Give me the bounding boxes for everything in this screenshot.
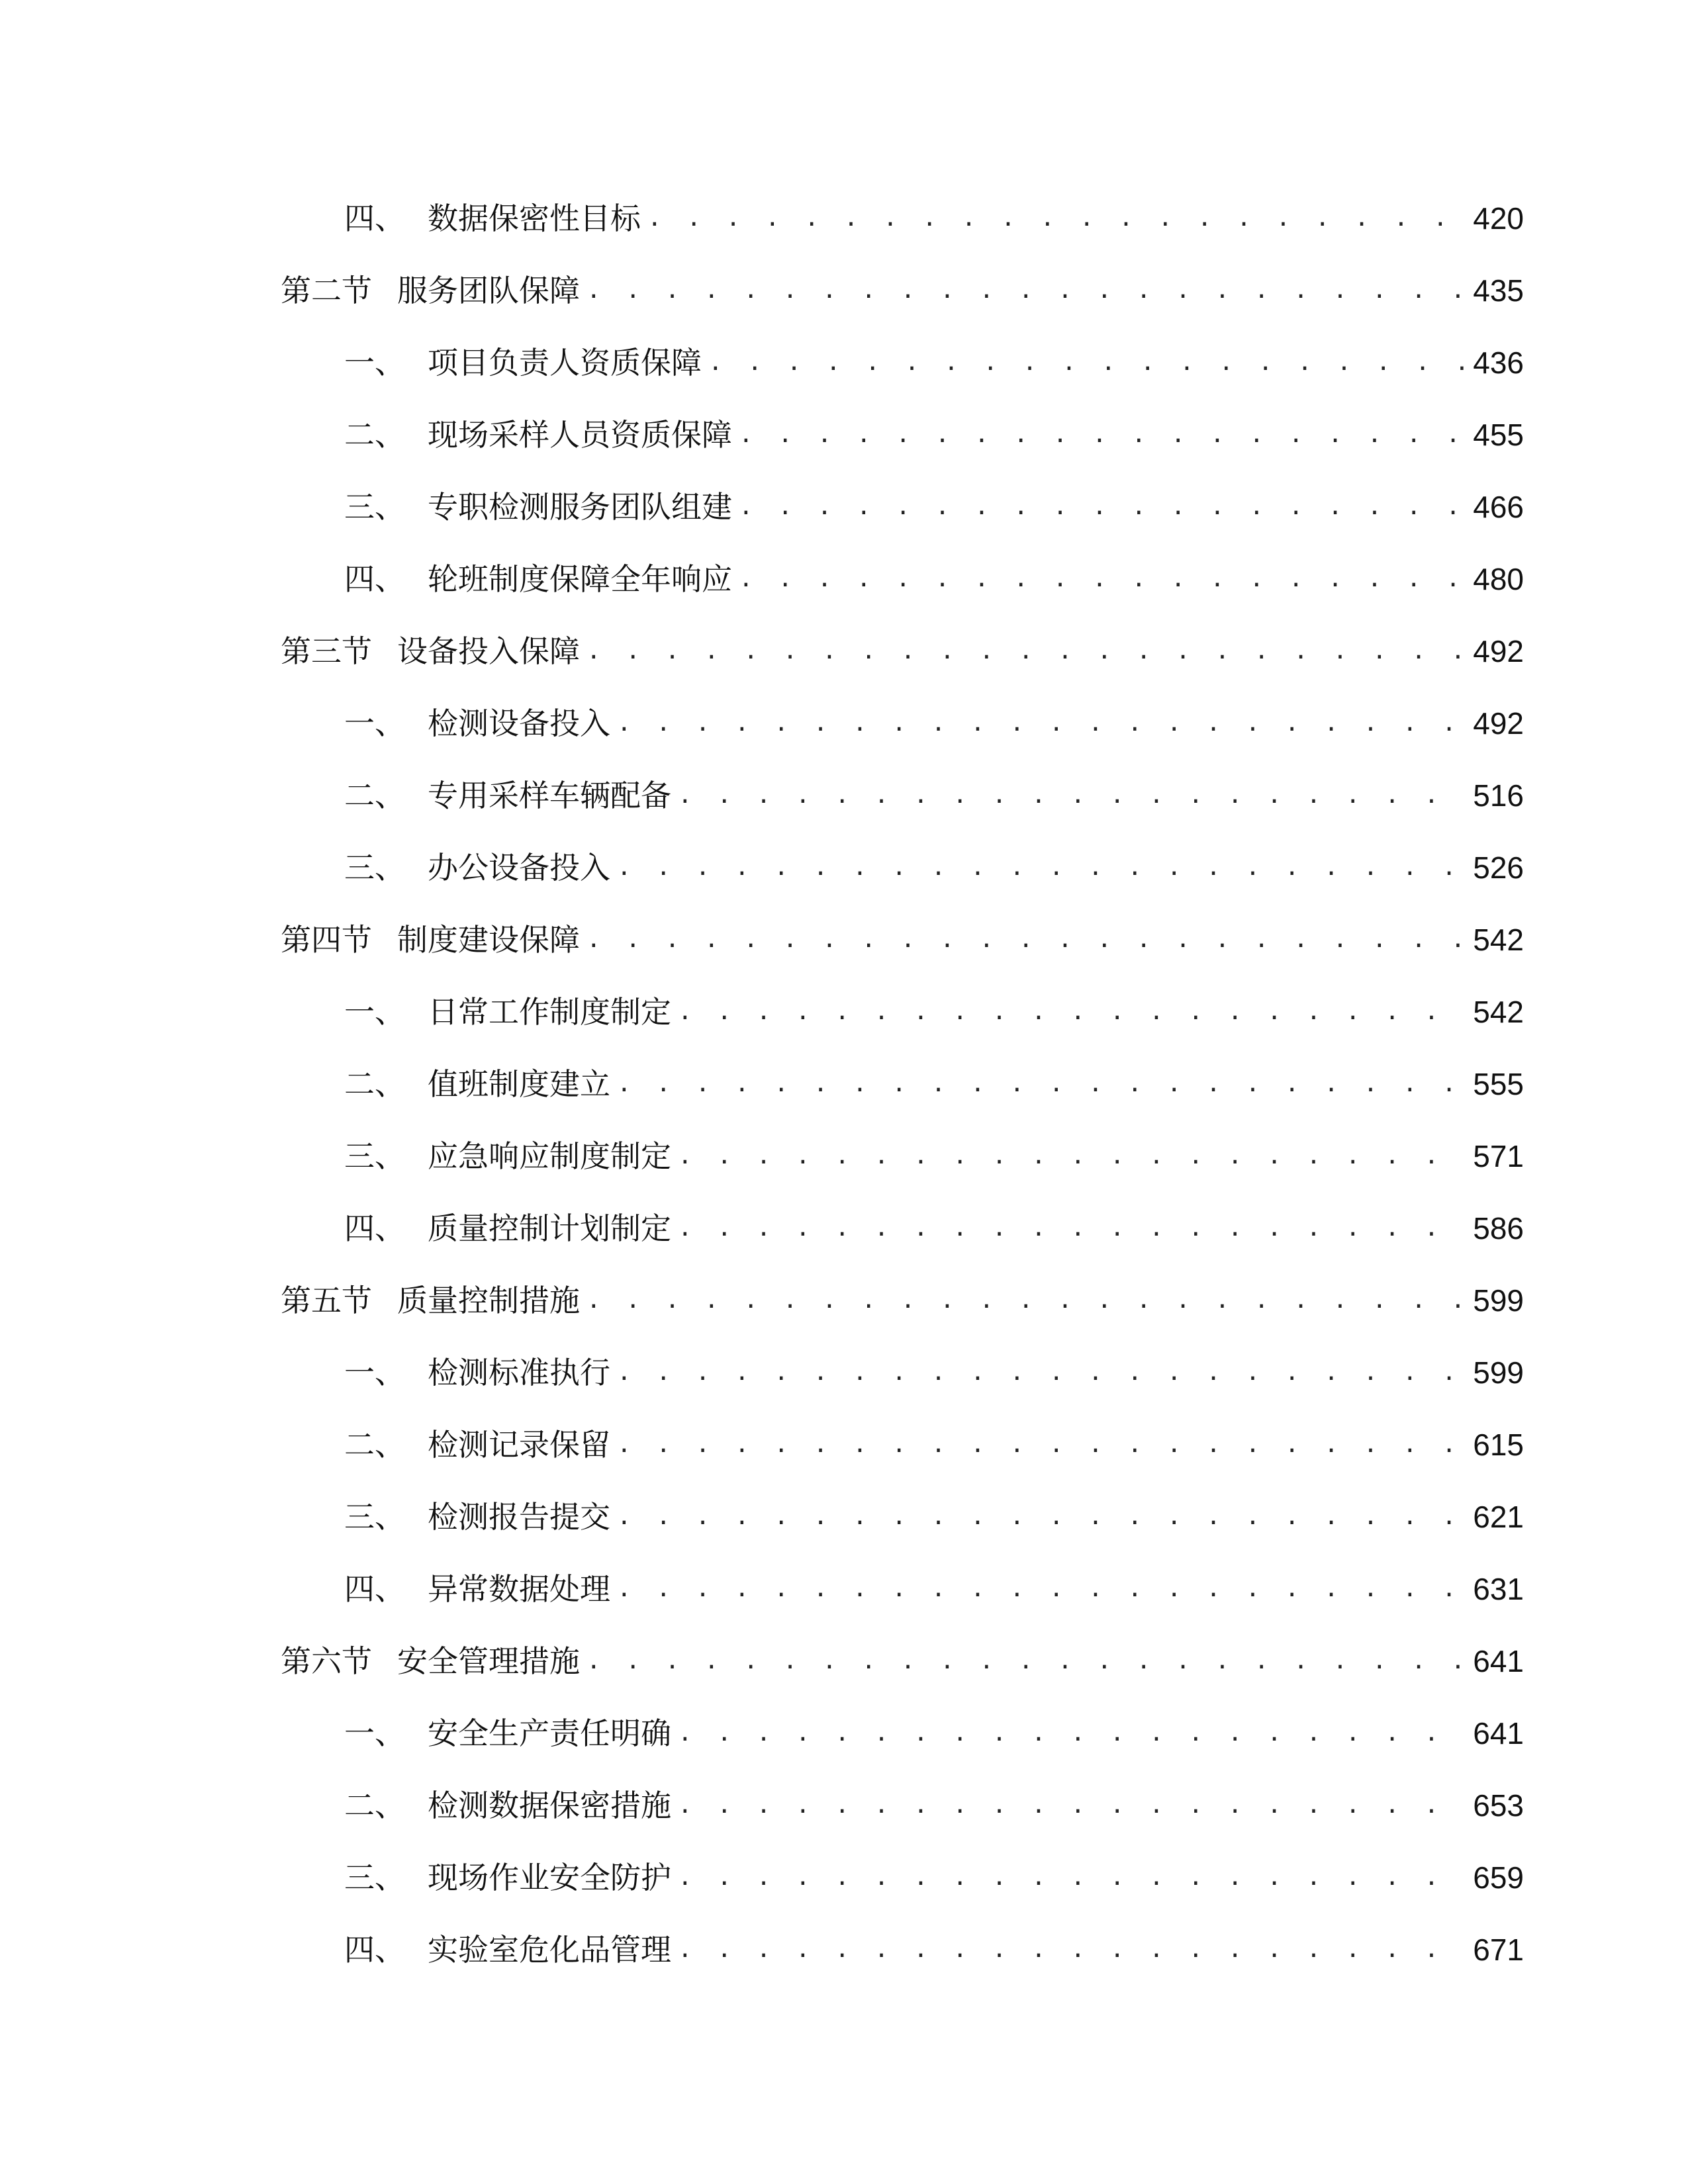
- toc-entry-title: 数据保密性目标: [428, 201, 641, 236]
- toc-dot-leader: [617, 1072, 1465, 1096]
- toc-entry-13: [344, 1054, 1524, 1114]
- toc-entry-title: 服务团队保障: [397, 273, 580, 308]
- toc-entry-5: [344, 477, 1524, 537]
- toc-entry-page-number: 420: [1473, 201, 1524, 236]
- toc-entry-number: 第三节: [281, 633, 372, 669]
- toc-entry-10: [344, 838, 1524, 897]
- toc-dot-leader: [617, 1361, 1465, 1385]
- toc-entry-2: [281, 261, 1524, 320]
- toc-dot-leader: [739, 423, 1465, 447]
- toc-dot-leader: [586, 279, 1465, 302]
- toc-entry-page-number: 671: [1473, 1933, 1524, 1967]
- toc-dot-leader: [617, 1433, 1465, 1457]
- toc-entry-number: 四、: [344, 1210, 405, 1246]
- toc-entry-page-number: 516: [1473, 778, 1524, 813]
- toc-entry-number: 三、: [344, 489, 405, 525]
- toc-entry-4: [344, 405, 1524, 465]
- toc-entry-title: 制度建设保障: [397, 922, 580, 958]
- toc-entry-12: [344, 982, 1524, 1042]
- toc-entry-title: 检测数据保密措施: [428, 1788, 671, 1823]
- toc-dot-leader: [678, 1721, 1465, 1745]
- toc-dot-leader: [617, 1577, 1465, 1601]
- toc-entry-number: 第四节: [281, 922, 372, 958]
- toc-entry-24: [344, 1848, 1524, 1907]
- toc-entry-page-number: 542: [1473, 995, 1524, 1029]
- toc-entry-number: 三、: [344, 1499, 405, 1535]
- toc-entry-page-number: 653: [1473, 1788, 1524, 1823]
- toc-entry-title: 专职检测服务团队组建: [428, 489, 732, 525]
- toc-dot-leader: [678, 1216, 1465, 1240]
- toc-entry-title: 检测标准执行: [428, 1355, 610, 1390]
- toc-entry-page-number: 586: [1473, 1211, 1524, 1246]
- toc-entry-7: [281, 621, 1524, 681]
- toc-entry-8: [344, 694, 1524, 753]
- toc-entry-number: 四、: [344, 561, 405, 597]
- toc-entry-page-number: 631: [1473, 1572, 1524, 1606]
- toc-dot-leader: [678, 1000, 1465, 1024]
- toc-entry-title: 安全生产责任明确: [428, 1715, 671, 1751]
- toc-entry-11: [281, 910, 1524, 970]
- toc-entry-title: 值班制度建立: [428, 1066, 610, 1102]
- toc-dot-leader: [617, 711, 1465, 735]
- toc-entry-number: 三、: [344, 850, 405, 886]
- toc-entry-page-number: 555: [1473, 1067, 1524, 1101]
- toc-entry-page-number: 455: [1473, 418, 1524, 452]
- toc-dot-leader: [739, 495, 1465, 519]
- toc-entry-title: 现场作业安全防护: [428, 1860, 671, 1895]
- toc-dot-leader: [586, 928, 1465, 952]
- toc-entry-number: 二、: [344, 417, 405, 453]
- toc-dot-leader: [708, 351, 1465, 375]
- toc-entry-page-number: 526: [1473, 850, 1524, 885]
- toc-entry-number: 四、: [344, 1932, 405, 1968]
- toc-entry-number: 二、: [344, 1066, 405, 1102]
- toc-entry-number: 一、: [344, 1355, 405, 1390]
- toc-entry-6: [344, 549, 1524, 609]
- toc-entry-number: 三、: [344, 1138, 405, 1174]
- toc-entry-title: 检测设备投入: [428, 705, 610, 741]
- toc-entry-1: [344, 189, 1524, 248]
- toc-dot-leader: [678, 1938, 1465, 1962]
- toc-entry-page-number: 492: [1473, 706, 1524, 741]
- toc-entry-number: 第五节: [281, 1283, 372, 1318]
- toc-dot-leader: [678, 1144, 1465, 1168]
- toc-entry-20: [344, 1559, 1524, 1619]
- toc-entry-14: [344, 1126, 1524, 1186]
- toc-entry-title: 设备投入保障: [397, 633, 580, 669]
- toc-entry-page-number: 492: [1473, 634, 1524, 668]
- toc-entry-19: [344, 1487, 1524, 1547]
- toc-entry-page-number: 435: [1473, 273, 1524, 308]
- toc-entry-title: 应急响应制度制定: [428, 1138, 671, 1174]
- toc-entry-17: [344, 1343, 1524, 1402]
- toc-entry-page-number: 436: [1473, 345, 1524, 380]
- toc-entry-number: 四、: [344, 201, 405, 236]
- toc-entry-page-number: 641: [1473, 1644, 1524, 1678]
- toc-entry-title: 现场采样人员资质保障: [428, 417, 732, 453]
- toc-entry-title: 质量控制措施: [397, 1283, 580, 1318]
- toc-entry-title: 安全管理措施: [397, 1643, 580, 1679]
- toc-dot-leader: [617, 1505, 1465, 1529]
- toc-dot-leader: [739, 567, 1465, 591]
- toc-dot-leader: [647, 206, 1465, 230]
- toc-entry-18: [344, 1415, 1524, 1475]
- toc-entry-number: 一、: [344, 705, 405, 741]
- toc-entry-22: [344, 1704, 1524, 1763]
- toc-entry-number: 第六节: [281, 1643, 372, 1679]
- toc-entry-title: 专用采样车辆配备: [428, 778, 671, 813]
- toc-dot-leader: [586, 1649, 1465, 1673]
- toc-entry-9: [344, 766, 1524, 825]
- toc-entry-page-number: 571: [1473, 1139, 1524, 1173]
- toc-entry-title: 异常数据处理: [428, 1571, 610, 1607]
- toc-entry-number: 一、: [344, 1715, 405, 1751]
- toc-entry-title: 质量控制计划制定: [428, 1210, 671, 1246]
- toc-entry-page-number: 599: [1473, 1283, 1524, 1318]
- toc-entry-page-number: 480: [1473, 562, 1524, 596]
- toc-entry-title: 检测记录保留: [428, 1427, 610, 1463]
- toc-entry-number: 二、: [344, 1788, 405, 1823]
- toc-entry-page-number: 615: [1473, 1428, 1524, 1462]
- toc-entry-16: [281, 1271, 1524, 1330]
- toc-entry-number: 四、: [344, 1571, 405, 1607]
- toc-entry-title: 实验室危化品管理: [428, 1932, 671, 1968]
- toc-entry-number: 二、: [344, 778, 405, 813]
- toc-entry-21: [281, 1631, 1524, 1691]
- toc-entry-title: 项目负责人资质保障: [428, 345, 702, 381]
- toc-dot-leader: [586, 1289, 1465, 1312]
- toc-entry-number: 一、: [344, 345, 405, 381]
- toc-entry-page-number: 542: [1473, 923, 1524, 957]
- toc-dot-leader: [678, 784, 1465, 807]
- toc-entry-23: [344, 1776, 1524, 1835]
- toc-entry-title: 检测报告提交: [428, 1499, 610, 1535]
- toc-entry-number: 二、: [344, 1427, 405, 1463]
- toc-dot-leader: [617, 856, 1465, 880]
- toc-entry-15: [344, 1199, 1524, 1258]
- toc-dot-leader: [678, 1866, 1465, 1889]
- toc-entry-page-number: 659: [1473, 1860, 1524, 1895]
- toc-entry-title: 轮班制度保障全年响应: [428, 561, 732, 597]
- toc-entry-page-number: 621: [1473, 1500, 1524, 1534]
- toc-entry-number: 三、: [344, 1860, 405, 1895]
- toc-entry-page-number: 641: [1473, 1716, 1524, 1751]
- toc-entry-3: [344, 333, 1524, 392]
- toc-entry-number: 一、: [344, 994, 405, 1030]
- toc-entry-title: 办公设备投入: [428, 850, 610, 886]
- toc-entry-25: [344, 1920, 1524, 1979]
- toc-dot-leader: [678, 1794, 1465, 1817]
- toc-entry-page-number: 466: [1473, 490, 1524, 524]
- toc-entry-page-number: 599: [1473, 1355, 1524, 1390]
- toc-entry-number: 第二节: [281, 273, 372, 308]
- toc-entry-title: 日常工作制度制定: [428, 994, 671, 1030]
- toc-dot-leader: [586, 639, 1465, 663]
